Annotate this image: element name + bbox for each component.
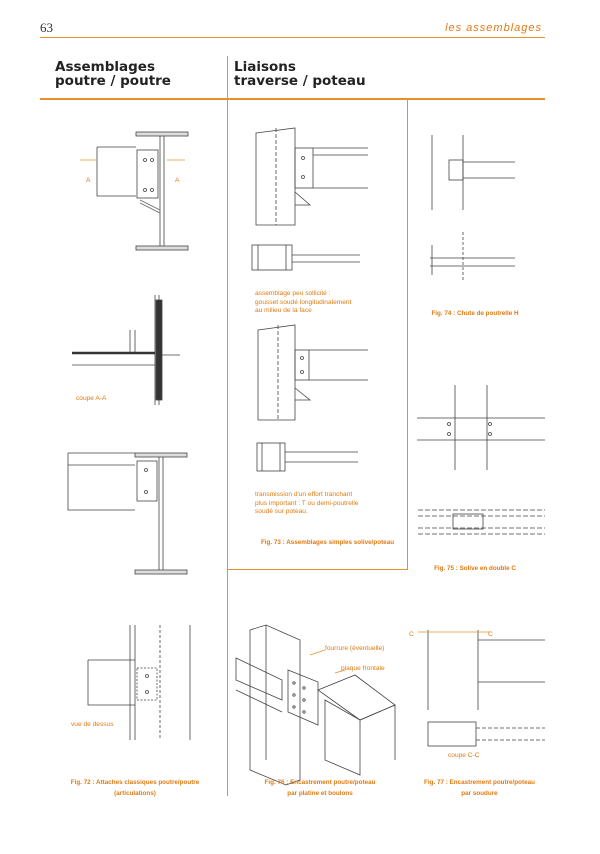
fig74-caption: Fig. 74 : Chute de poutrelle H: [431, 310, 519, 317]
note-tee: [255, 491, 358, 517]
coupe-aa-label: coupe A-A: [76, 395, 107, 402]
fig76-caption-l1: Fig. 76 : Encastrement poutre/poteau: [264, 779, 376, 786]
fig76-caption-l2: par platine et boulons: [287, 790, 353, 797]
note1-line1: assemblage peu sollicité :: [255, 290, 331, 297]
page-number: 63: [40, 20, 53, 35]
fig72-caption: [55, 777, 215, 799]
fig72-section-aa-drawing: [72, 295, 180, 405]
note1-line2: gousset soudé longitudinalement: [255, 298, 352, 306]
fig73-tee-elevation: [257, 325, 368, 471]
fourrure-label: fourrure (éventuelle): [325, 645, 385, 652]
fig77-caption-l1: Fig. 77 : Encastrement poutre/poteau: [424, 779, 535, 786]
note2-line1: transmission d'un effort tranchant: [255, 491, 353, 498]
note-gusset: [255, 290, 351, 316]
fig75-drawing: [417, 385, 545, 534]
running-header: les assemblages: [445, 22, 542, 34]
fig74-drawing: [430, 135, 515, 280]
fig77-caption: [412, 777, 547, 799]
fig72-elevation-drawing: [80, 132, 188, 250]
note2-line3: soudé sur poteau.: [255, 508, 308, 515]
left-title-line2: poutre / poutre: [55, 73, 171, 89]
section-mark-a-right: A: [175, 177, 180, 184]
fig73-caption: Fig. 73 : Assemblages simples solive/poteau: [260, 539, 395, 546]
right-title-line2: traverse / poteau: [234, 73, 366, 89]
fig76-caption: [250, 777, 390, 799]
plaque-label: plaque frontale: [341, 665, 385, 672]
left-title-line1: Assemblages: [55, 59, 155, 75]
note1-line3: au milieu de la face: [255, 307, 312, 314]
right-title-line1: Liaisons: [234, 59, 296, 75]
section-mark-c-left: C: [409, 631, 414, 638]
fig72-caption-l1: Fig. 72 : Attaches classiques poutre/poutre: [70, 779, 200, 786]
fig72-elevation-2-drawing: [68, 453, 187, 574]
fig77-drawing: [418, 630, 545, 746]
fig75-caption: Fig. 75 : Solive en double C: [434, 565, 516, 572]
fig77-caption-l2: par soudure: [461, 790, 498, 797]
coupe-cc-label: coupe C-C: [448, 752, 480, 759]
fig72-caption-l2: (articulations): [114, 790, 156, 797]
fig73-gusset-elevation: [252, 128, 368, 270]
section-mark-c-right: C: [488, 631, 493, 638]
section-mark-a-left: A: [86, 177, 91, 184]
note2-line2: plus important : T ou demi-poutrelle: [255, 499, 359, 507]
vue-dessus-label: vue de dessus: [71, 721, 114, 728]
